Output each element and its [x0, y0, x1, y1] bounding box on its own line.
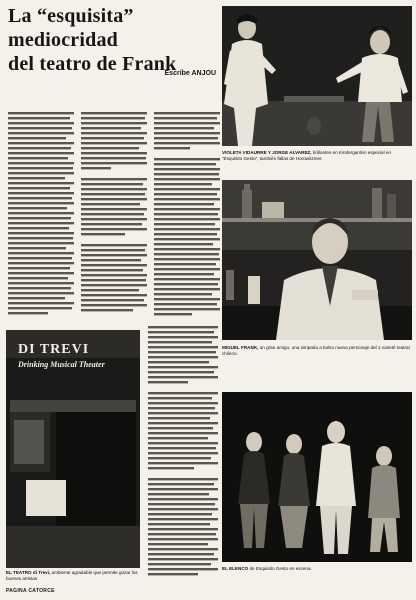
caption-photo-frank-text: un gran amigo, una simpatía a bolso nueva personaje del 1 varieté teatral chileno.: [222, 345, 410, 356]
photo-actors-stage: [222, 6, 412, 146]
text-column-1: [8, 112, 74, 314]
byline: Escribe ANJOU: [164, 70, 216, 77]
page-footer: PAGINA CATORCE: [6, 588, 55, 594]
caption-photo-di-trevi: [6, 570, 140, 582]
photo-elenco-illustration: [222, 392, 412, 562]
photo-actors-illustration: [222, 6, 412, 146]
sign-name: DI TREVI: [18, 342, 90, 357]
body-text-column-middle: [148, 326, 218, 584]
headline-line-1: La “esquisita” mediocridad: [8, 5, 134, 51]
caption-photo-elenco-text: de Esquisito Gesto en escena.: [249, 566, 312, 571]
body-text-columns-top: [8, 112, 220, 324]
sign-subtitle: Drinking Musical Theater: [18, 360, 105, 369]
text-column-2: [81, 112, 147, 311]
caption-photo-actors: [222, 150, 412, 162]
photo-miguel-frank: [222, 180, 412, 340]
caption-photo-actors-text: brillantes en Kindergarden especial en “Esquisito Gesto”, también fallas de Horowitzmer.: [222, 150, 392, 161]
photo-elenco: [222, 392, 412, 562]
caption-photo-actors-bold: VIOLETA VIDAURRE Y JORGE ALVAREZ,: [222, 150, 312, 155]
headline-line-2: del teatro de Frank: [8, 53, 177, 75]
photo-miguel-frank-illustration: [222, 180, 412, 340]
text-column-3: [154, 112, 220, 315]
di-trevi-sign: [18, 342, 130, 370]
caption-photo-di-trevi-bold: EL TEATRO di Trevi,: [6, 570, 51, 575]
caption-photo-elenco: [222, 566, 412, 572]
caption-photo-frank-bold: MIGUEL FRANK,: [222, 345, 259, 350]
caption-photo-frank: [222, 345, 412, 357]
caption-photo-di-trevi-text: ambiente agradable que permite gozar los buenes artistas: [6, 570, 138, 581]
caption-photo-elenco-bold: EL ELENCO: [222, 566, 249, 571]
headline: [8, 4, 213, 76]
